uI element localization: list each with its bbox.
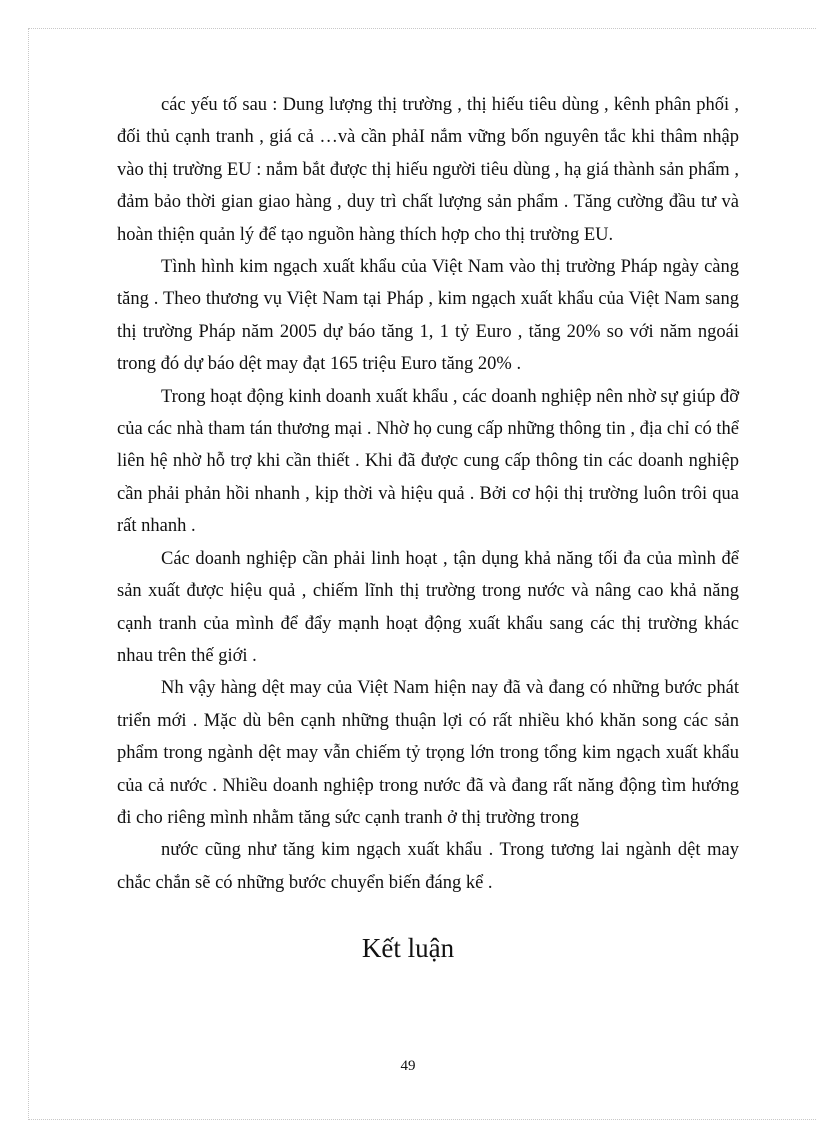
paragraph-textile-development: Nh vậy hàng dệt may của Việt Nam hiện nay đã và đang có những bước phát triển mới . Mặc dù bên cạnh những thuận lợi có rất nhiều khó khăn song các sản phẩm trong ngành dệt may vẫn chiếm tỷ trọng lớn trong tổng kim ngạch xuất khẩu của cả nước . Nhiều doanh nghiệp trong nước đã và đang rất năng động tìm hướng đi cho riêng mình nhằm tăng sức cạnh tranh ở thị trường trong <box>117 678 739 828</box>
paragraph-future-outlook: nước cũng như tăng kim ngạch xuất khẩu . Trong tương lai ngành dệt may chắc chắn sẽ có những bước chuyển biến đáng kể . <box>117 840 739 893</box>
paragraph-export-france: Tình hình kim ngạch xuất khẩu của Việt Nam vào thị trường Pháp ngày càng tăng . Theo thương vụ Việt Nam tại Pháp , kim ngạch xuất khẩu của Việt Nam sang thị trường Pháp năm 2005 dự báo tăng 1, 1 tỷ Euro , tăng 20% so với năm ngoái trong đó dự báo dệt may đạt 165 triệu Euro tăng 20% . <box>117 257 739 375</box>
page-number: 49 <box>400 1058 416 1074</box>
paragraph-flexibility: Các doanh nghiệp cần phải linh hoạt , tận dụng khả năng tối đa của mình để sản xuất được hiệu quả , chiếm lĩnh thị trường trong nước và nâng cao khả năng cạnh tranh của mình để đẩy mạnh hoạt động xuất khẩu sang các thị trường khác nhau trên thế giới . <box>117 548 739 666</box>
paragraph-market-factors: các yếu tố sau : Dung lượng thị trường , thị hiếu tiêu dùng , kênh phân phối , đối thủ cạnh tranh , giá cả …và cần phảI nắm vững bốn nguyên tắc khi thâm nhập vào thị trường EU : nắm bắt được thị hiếu người tiêu dùng , hạ giá thành sản phẩm , đảm bảo thời gian giao hàng , duy trì chất lượng sản phẩm . Tăng cường đầu tư và hoàn thiện quản lý để tạo nguồn hàng thích hợp cho thị trường EU. <box>117 95 739 245</box>
section-heading: Kết luận <box>361 933 455 963</box>
paragraph-trade-counselors: Trong hoạt động kinh doanh xuất khẩu , các doanh nghiệp nên nhờ sự giúp đỡ của các nhà tham tán thương mại . Nhờ họ cung cấp những thông tin , địa chỉ có thể liên hệ nhờ hỗ trợ khi cần thiết . Khi đã được cung cấp thông tin các doanh nghiệp cần phải phản hồi nhanh , kịp thời và hiệu quả . Bởi cơ hội thị trường luôn trôi qua rất nhanh . <box>117 386 739 537</box>
body-text <box>117 89 739 899</box>
